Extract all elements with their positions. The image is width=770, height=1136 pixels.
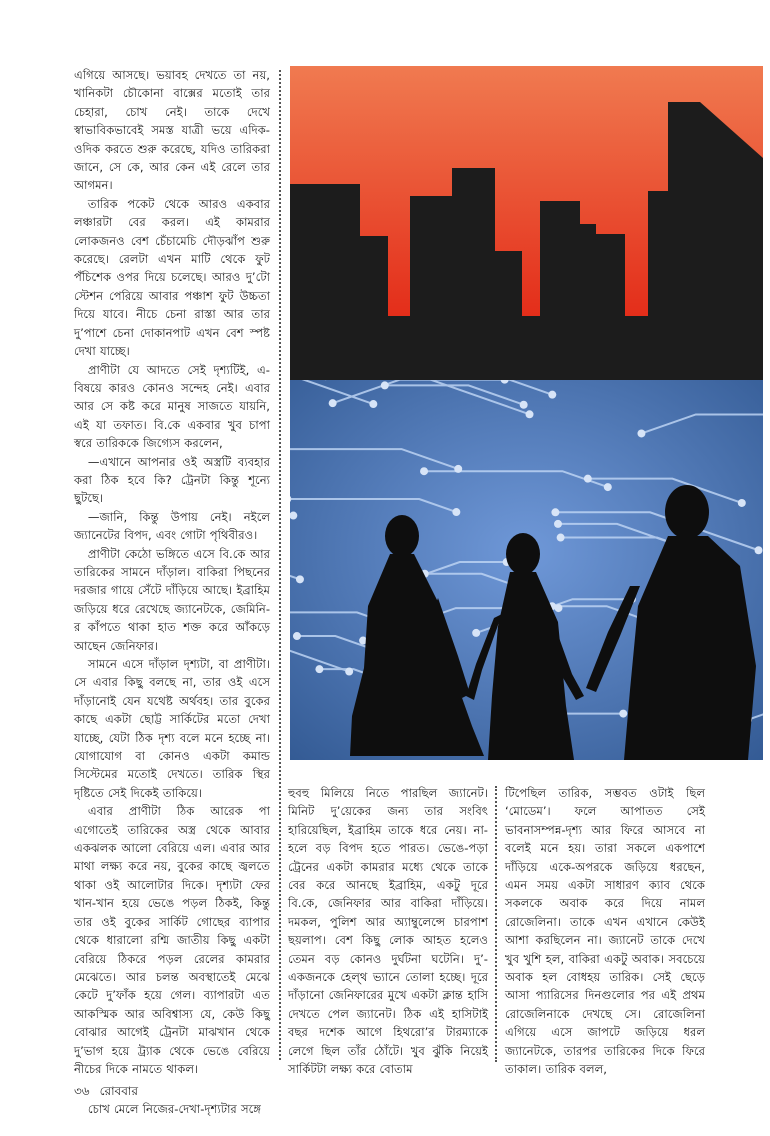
paragraph: প্রাণীটা কেঠো ভঙ্গিতে এসে বি.কে আর তারিকের সামনে দাঁড়াল। বাকিরা পিছনের দরজার গায়ে সেঁটে দাঁড়িয়ে আছে। ইব্রাহিম জড়িয়ে ধরে রেখেছে জ্যানেটকে, জেমিনি-র কাঁপতে থাকা হাত শক্ত করে আঁকড়ে আছেন জেনিফার। (74, 546, 270, 653)
page-number: ৩৬ (74, 1084, 90, 1098)
circuit-pad (557, 534, 565, 542)
circuit-pad (554, 520, 562, 528)
circuit-pad (381, 381, 389, 389)
magazine-name: রোববার (99, 1084, 138, 1098)
paragraph: চোখ মেলে নিজের-দেখা-দৃশ্যটার সঙ্গে (87, 1102, 261, 1117)
article-column-right (505, 784, 705, 1076)
circuit-pad (472, 629, 480, 637)
circuit-pad (551, 508, 559, 516)
circuit-pad (283, 495, 291, 503)
circuit-pad (315, 665, 323, 673)
circuit-pad (296, 575, 304, 583)
paragraph: এবার প্রাণীটা ঠিক আরেক পা এগোতেই তারিকের অস্ত্র থেকে আবার একঝলক আলো বেরিয়ে এল। এবার আর মাথা লক্ষ্য করে নয়, বুকের কাছে জ্বলতে থাকা ওই আলোটার দিকে। দৃশ্যটা ফের খান-খান হয়ে ভেঙে পড়ল ঠিকই, কিন্তু তার ওই বুকের সার্কিট গোছের ব্যাপার থেকে ধারালো রশ্মি জাতীয় কিছু একটা বেরিয়ে ঠিকরে পড়ল রেলের কামরার মেঝেতে। আর চলন্ত অবস্থাতেই মেঝে কেটে দু’ফাঁক হয়ে গেল। ব্যাপারটা এত আকস্মিক আর অবিশ্বাস্য যে, কেউ কিছু বোঝার আগেই ট্রেনটা মাঝখান থেকে দু’ভাগ হয়ে ট্র্যাক থেকে ভেঙে বেরিয়ে নীচের দিকে নামতে থাকল। (74, 804, 270, 1076)
circuit-pad (526, 410, 534, 418)
circuit-pad (637, 429, 645, 437)
paragraph: টিপেছিল তারিক, সম্ভবত ওটাই ছিল ‘মোডেম’। ফলে আপাতত সেই ভাবনাসম্পন্ন-দৃশ্য আর ফিরে আসবে না বলেই মনে হয়। তারা সকলে একপাশে দাঁড়িয়ে একে-অপরকে জড়িয়ে ধরছেন, এমন সময় একটা সাধারণ ক্যাব থেকে সকলকে অবাক করে দিয়ে নামল রোজেলিনা। তাকে এখন এখানে কেউই আশা করছিলেন না। জ্যানেট তাকে দেখে খুব খুশি হল, বাকিরা একটু অবাক। সবচেয়ে অবাক হল বোধহয় তারিক। সেই ছেড়ে আসা প্যারিসের দিনগুলোর পর এই প্রথম রোজেলিনাকে দেখছে সে। রোজেলিনা এগিয়ে এসে জাপটে জড়িয়ে ধরল জ্যানেটকে, তারপর তারিকের দিকে ফিরে তাকাল। তারিক বলল, (505, 786, 705, 1077)
paragraph: তারিক পকেট থেকে আরও একবার লঞ্চারটা বের করল। এই কামরার লোকজনও বেশ চেঁচামেচি দৌড়ঝাঁপ শুরু করেছে। রেলটা এখন মাটি থেকে ফুট পঁচিশেক ওপর দিয়ে চলেছে। আরও দু’টো স্টেশন পেরিয়ে আবার পঞ্চাশ ফুট উচ্চতা দিয়ে যাবে। নীচে চেনা রাস্তা আর তার দু’পাশে চেনা দোকানপাট এখন বেশ স্পষ্ট দেখা যাচ্ছে। (74, 196, 270, 359)
circuit-pad (369, 400, 377, 408)
paragraph: —জানি, কিন্তু উপায় নেই। নইলে জ্যানেটের বিপদ, এবং গোটা পৃথিবীরও। (74, 509, 270, 543)
circuit-pad (738, 499, 746, 507)
paragraph: এগিয়ে আসছে। ভয়াবহ দেখতে তা নয়, খানিকটা চৌকোনা বাক্সের মতোই তার চেহারা, চোখ নেই। তাকে দেখে স্বাভাবিকভাবেই সমস্ত যাত্রী ভয়ে এদিক-ওদিক করতে শুরু করেছে, যদিও তারিকরা জানে, সে কে, আর কেন এই রেলে তার আগমন। (74, 68, 270, 193)
circuit-pad (454, 465, 462, 473)
circuit-pad (293, 632, 301, 640)
circuit-pad (520, 401, 528, 409)
skyline-icon (290, 66, 763, 380)
circuit-pad (548, 391, 556, 399)
circuit-pad (584, 475, 592, 483)
circuit-pad (554, 604, 562, 612)
circuit-pad (755, 546, 763, 554)
circuit-pad (281, 445, 289, 453)
circuit-pad (289, 512, 297, 520)
circuit-pad (604, 483, 612, 491)
circuit-pad (345, 668, 353, 676)
paragraph: প্রাণীটা যে আদতে সেই দৃশ্যটিই, এ-বিষয়ে কারও কোনও সন্দেহ নেই। এবার আর সে কষ্ট করে মানুষ সাজতে যায়নি, এই যা তফাত। বি.কে একবার খুব চাপা স্বরে তারিককে জিগ্যেস করলেন, (74, 362, 270, 451)
article-column-middle (288, 784, 488, 1076)
circuit-pad (452, 508, 460, 516)
paragraph: হুবহু মিলিয়ে নিতে পারছিল জ্যানেট। মিনিট দু’য়েকের জন্য তার সংবিৎ হারিয়েছিল, ইব্রাহিম তাকে ধরে নেয়। না-হলে বড় বিপদ হতে পারত। ভেঙে-পড়া ট্রেনের একটা কামরার মধ্যে থেকে তাকে বের করে আনছে ইব্রাহিম, একটু দূরে বি.কে, জেনিফার আর বাকিরা দাঁড়িয়ে। দমকল, পুলিশ আর অ্যাম্বুলেন্সে চারপাশ ছয়লাপ। বেশ কিছু লোক আহত হলেও তেমন বড় কোনও দুর্ঘটনা ঘটেনি। দু’-একজনকে হেল্‌থ ভ্যানে তোলা হচ্ছে। দূরে দাঁড়ানো জেনিফারের মুখে একটা ক্লান্ত হাসি দেখতে পেল জ্যানেট। ঠিক এই হাসিটাই বছর দশেক আগে হিথরো’র টারম্যাকে লেগে ছিল তাঁর ঠোঁটে। খুব ঝুঁকি নিয়েই সার্কিটটা লক্ষ্য করে বোতাম (288, 786, 488, 1077)
page-footer (74, 1083, 148, 1103)
paragraph: —এখানে আপনার ওই অস্ত্রটি ব্যবহার করা ঠিক হবে কি? ট্রেনটা কিন্তু শূন্যে ছুটছে। (74, 454, 270, 506)
circuit-pad (619, 710, 627, 718)
circuit-pad (420, 467, 428, 475)
story-illustration (290, 66, 763, 760)
circuit-pad (329, 399, 337, 407)
column-divider (279, 70, 281, 1060)
column-divider (495, 786, 497, 1062)
paragraph: সামনে এসে দাঁড়াল দৃশ্যটা, বা প্রাণীটা। সে এবার কিছু বলছে না, তার ওই এসে দাঁড়ানোই যেন যথেষ্ট অর্থবহ। তার বুকের কাছে একটা ছোট্ট সার্কিটের মতো দেখা যাচ্ছে, যেটা ঠিক দৃশ্য বলে মনে হচ্ছে না। যোগাযোগ বা কোনও একটা কমান্ড সিস্টেমের মতোই দেখতে। তারিক স্থির দৃষ্টিতে সেই দিকেই তাকিয়ে। (74, 657, 270, 800)
